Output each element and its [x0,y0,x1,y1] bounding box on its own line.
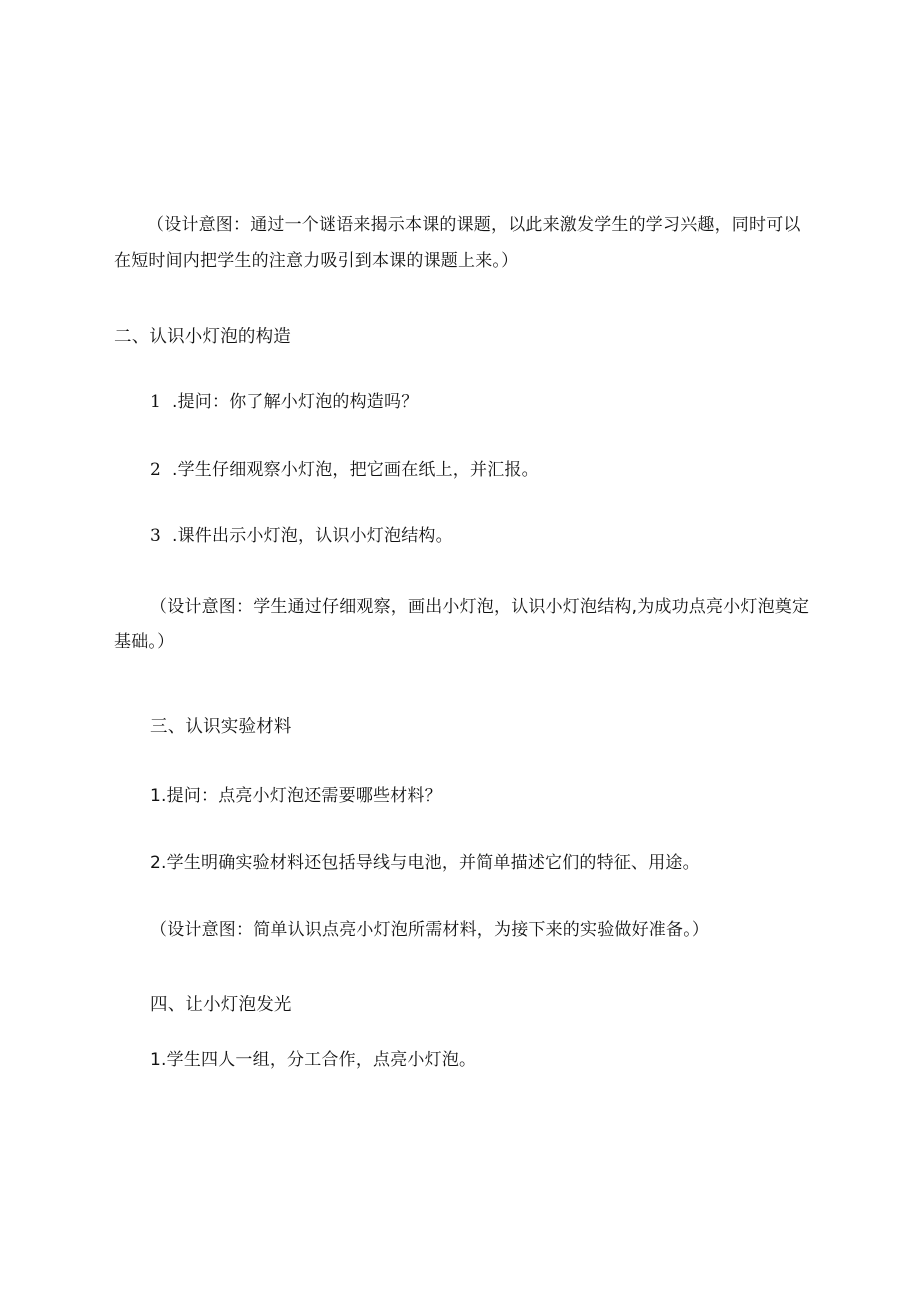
intro-note-line2: 在短时间内把学生的注意力吸引到本课的课题上来。） [114,251,519,271]
section3-item-2: 2.学生明确实验材料还包括导线与电池，并简单描述它们的特征、用途。 [150,853,700,873]
intro-note-line1: （设计意图：通过一个谜语来揭示本课的课题，以此来激发学生的学习兴趣，同时可以 [147,215,801,235]
section4-item-1: 1.学生四人一组，分工合作，点亮小灯泡。 [150,1050,477,1070]
section2-item-3-text: .课件出示小灯泡，认识小灯泡结构。 [172,526,453,546]
section3-heading: 三、认识实验材料 [150,717,292,737]
section2-item-1 [150,391,418,413]
section3-note: （设计意图：简单认识点亮小灯泡所需材料，为接下来的实验做好准备。） [150,920,710,940]
section2-heading: 二、认识小灯泡的构造 [114,327,291,347]
section2-item-3-number: 3 [150,526,162,546]
section4-heading: 四、让小灯泡发光 [150,995,292,1015]
section3-item-1: 1.提问：点亮小灯泡还需要哪些材料？ [150,786,442,806]
section2-item-1-number: 1 [150,392,162,412]
section2-item-1-text: .提问：你了解小灯泡的构造吗？ [172,392,419,412]
section2-note-line2: 基础。） [114,632,175,652]
section2-item-2-number: 2 [150,460,162,480]
section2-item-2 [150,459,539,481]
section2-item-3 [150,525,453,547]
section2-note-line1: （设计意图：学生通过仔细观察，画出小灯泡，认识小灯泡结构,为成功点亮小灯泡奠定 [150,597,810,617]
section2-item-2-text: .学生仔细观察小灯泡，把它画在纸上，并汇报。 [172,460,539,480]
